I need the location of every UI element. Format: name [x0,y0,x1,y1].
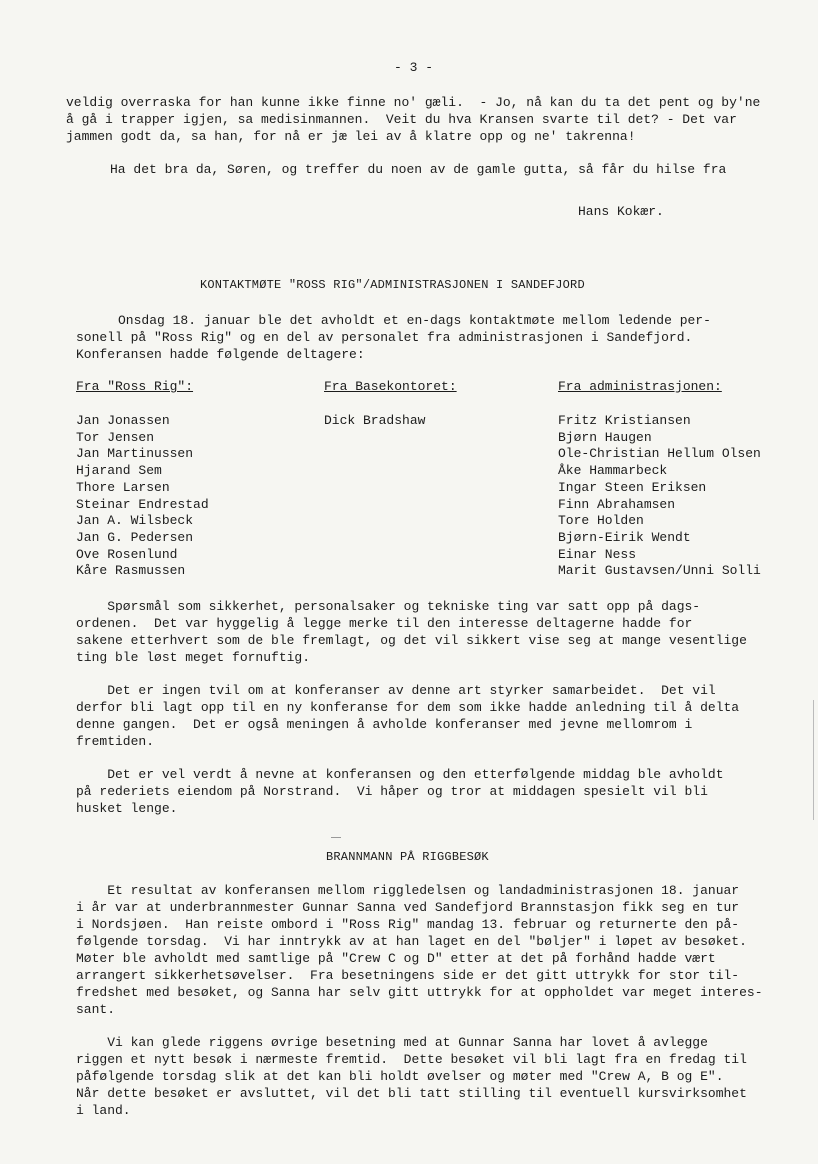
participant-name: Bjørn Haugen [558,429,652,445]
participant-name: Marit Gustavsen/Unni Solli [558,563,761,579]
participant-name: Åke Hammarbeck [558,463,668,479]
column-header-administrasjonen: Fra administrasjonen: [558,379,722,394]
participant-name: Ove Rosenlund [76,546,178,562]
participant-name: Jan G. Pedersen [76,529,194,545]
paragraph-line: Når dette besøket er avsluttet, vil det bli tatt stilling til eventuell kursvirksomhet [76,1086,747,1101]
paragraph-line: fredshet med besøket, og Sanna har selv gitt uttrykk for at oppholdet var meget interes- [76,985,763,1000]
participant-name: Hjarand Sem [76,463,162,479]
participant-name: Ole-Christian Hellum Olsen [558,446,761,462]
paragraph-line: ting ble løst meget fornuftig. [76,650,311,665]
participant-name: Ingar Steen Eriksen [558,479,707,495]
paragraph-line: derfor bli lagt opp til en ny konferanse for dem som ikke hadde anledning til å delta [76,700,740,715]
paragraph-line: Det er ingen tvil om at konferanser av denne art styrker samarbeidet. Det vil [76,683,716,698]
participant-name: Jan Jonassen [76,413,170,428]
signature: Hans Kokær. [578,204,664,219]
separator-mark [331,837,341,838]
participant-name: Steinar Endrestad [76,496,209,512]
paragraph-line: i år var at underbrannmester Gunnar Sanna ved Sandefjord Brannstasjon fikk seg en tur [76,900,740,915]
participant-name: Fritz Kristiansen [558,413,691,428]
paragraph-line: Et resultat av konferansen mellom riggledelsen og landadministrasjonen 18. januar [76,883,740,898]
participant-name: Jan A. Wilsbeck [76,513,194,529]
paragraph-line: Møter ble avholdt med samtlige på "Crew C og D" etter at det på forhånd hadde vært [76,951,716,966]
paragraph-line: følgende torsdag. Vi har inntrykk av at han laget en del "bøljer" i løpet av besøket. [76,934,747,949]
scan-margin-mark [813,700,814,820]
participant-name: Dick Bradshaw [324,413,426,428]
participants-basekontoret [324,413,425,430]
section1-intro-line: sonell på "Ross Rig" og en del av personalet fra administrasjonen i Sandefjord. [76,330,693,345]
paragraph-line: fremtiden. [76,734,155,749]
paragraph-line: på rederiets eiendom på Norstrand. Vi håper og tror at middagen spesielt vil bli [76,784,708,799]
paragraph-line: riggen et nytt besøk i nærmeste fremtid. Dette besøket vil bli lagt fra en fredag til [76,1052,747,1067]
section1-intro-line: Onsdag 18. januar ble det avholdt et en-dags kontaktmøte mellom ledende per- [118,313,711,328]
intro-line: veldig overraska for han kunne ikke finne no' gæli. - Jo, nå kan du ta det pent og by'ne [66,95,761,110]
section-heading-brannmann: BRANNMANN PÅ RIGGBESØK [326,850,489,864]
participants-ross-rig [76,413,209,580]
intro-line: jammen godt da, sa han, for nå er jæ lei av å klatre opp og ne' takrenna! [66,129,636,144]
column-header-ross-rig: Fra "Ross Rig": [76,379,194,394]
paragraph-line: ordenen. Det var hyggelig å legge merke til den interesse deltagerne hadde for [76,616,693,631]
participant-name: Tor Jensen [76,429,155,445]
participant-name: Jan Martinussen [76,446,194,462]
paragraph-line: sakene etterhvert som de ble fremlagt, og det vil sikkert vise seg at mange vesentlige [76,633,747,648]
participant-name: Thore Larsen [76,479,170,495]
participant-name: Kåre Rasmussen [76,563,186,579]
paragraph-line: påfølgende torsdag slik at det kan bli holdt øvelser og møter med "Crew A, B og E". [76,1069,724,1084]
paragraph-line: arrangert sikkerhetsøvelser. Fra besetningens side er det gitt uttrykk for stor til- [76,968,740,983]
participant-name: Einar Ness [558,546,637,562]
paragraph-line: i land. [76,1103,131,1118]
section-heading-kontaktmote: KONTAKTMØTE "ROSS RIG"/ADMINISTRASJONEN I SANDEFJORD [200,278,585,292]
participants-administrasjonen [558,413,761,580]
intro-line: å gå i trapper igjen, sa medisinmannen. Veit du hva Kransen svarte til det? - Det var [66,112,737,127]
participant-name: Tore Holden [558,513,644,529]
participant-name: Finn Abrahamsen [558,496,676,512]
paragraph-line: Vi kan glede riggens øvrige besetning med at Gunnar Sanna har lovet å avlegge [76,1035,708,1050]
paragraph-line: Spørsmål som sikkerhet, personalsaker og tekniske ting var satt opp på dags- [76,599,701,614]
paragraph-line: denne gangen. Det er også meningen å avholde konferanser med jevne mellomrom i [76,717,693,732]
page-number: - 3 - [394,60,434,75]
participant-name: Bjørn-Eirik Wendt [558,529,691,545]
paragraph-line: husket lenge. [76,801,178,816]
column-header-basekontoret: Fra Basekontoret: [324,379,457,394]
paragraph-line: i Nordsjøen. Han reiste ombord i "Ross Rig" mandag 13. februar og returnerte den på- [76,917,740,932]
closing-line: Ha det bra da, Søren, og treffer du noen av de gamle gutta, så får du hilse fra [110,162,727,177]
paragraph-line: sant. [76,1002,116,1017]
section1-intro-line: Konferansen hadde følgende deltagere: [76,347,365,362]
paragraph-line: Det er vel verdt å nevne at konferansen og den etterfølgende middag ble avholdt [76,767,724,782]
